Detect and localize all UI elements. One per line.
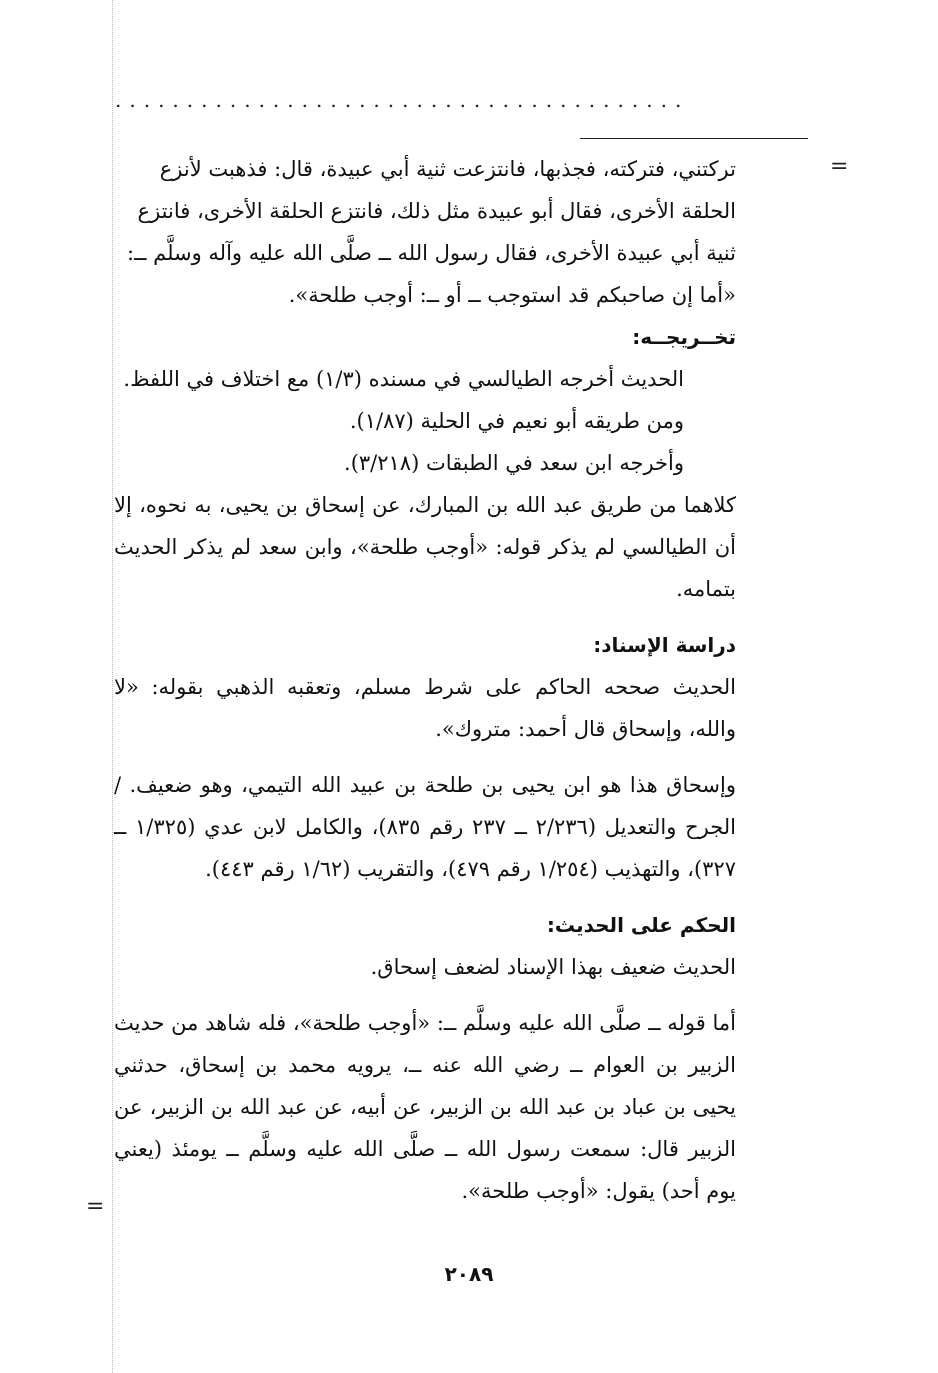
continuation-mark-top: =: [830, 154, 849, 179]
hukm-paragraph: الحديث ضعيف بهذا الإسناد لضعف إسحاق.: [370, 955, 736, 979]
main-text: [114, 148, 736, 1212]
footnote-separator-rule: [580, 138, 808, 139]
header-dot-leader: ........................................: [115, 92, 690, 108]
isnad-heading: دراسة الإسناد:: [593, 633, 736, 657]
footnote-line: ثنية أبي عبيدة الأخرى، فقال رسول الله ــ صلَّى الله عليه وآله وسلَّم ــ:: [127, 241, 736, 265]
hukm-paragraph: أما قوله ــ صلَّى الله عليه وسلَّم ــ: «أوجب طلحة»، فله شاهد من حديث الزبير بن العوام ــ رضي الله عنه ــ، يرويه محمد بن إسحاق، حدثني يحيى بن عباد بن عبد الله بن الزبير، عن أبيه، عن عبد الله بن الزبير، عن الزبير قال: سمعت رسول الله ــ صلَّى الله عليه وسلَّم ــ يومئذ (يعني يوم أحد) يقول: «أوجب طلحة».: [114, 1011, 736, 1203]
page-number: ٢٠٨٩: [444, 1262, 494, 1286]
takhrij-paragraph: كلاهما من طريق عبد الله بن المبارك، عن إسحاق بن يحيى، به نحوه، إلا أن الطيالسي لم يذكر قوله: «أوجب طلحة»، وابن سعد لم يذكر الحديث بتمامه.: [114, 493, 736, 601]
continuation-mark-bottom: =: [86, 1194, 105, 1219]
footnote-line: «أما إن صاحبكم قد استوجب ــ أو ــ: أوجب طلحة».: [288, 283, 736, 307]
takhrij-heading: تخــريجــه:: [632, 325, 736, 349]
hukm-heading: الحكم على الحديث:: [546, 913, 736, 937]
takhrij-line: ومن طريقه أبو نعيم في الحلية (١/٨٧).: [349, 409, 684, 433]
takhrij-line: الحديث أخرجه الطيالسي في مسنده (١/٣) مع اختلاف في اللفظ.: [123, 367, 684, 391]
footnote-line: الحلقة الأخرى، فقال أبو عبيدة مثل ذلك، فانتزع الحلقة الأخرى، فانتزع: [137, 199, 736, 223]
isnad-paragraph: وإسحاق هذا هو ابن يحيى بن طلحة بن عبيد الله التيمي، وهو ضعيف. / الجرح والتعديل (٢/٢٣٦ ــ ٢٣٧ رقم ٨٣٥)، والكامل لابن عدي (١/٣٢٥ ــ ٣٢٧)، والتهذيب (١/٢٥٤ رقم ٤٧٩)، والتقريب (١/٦٢ رقم ٤٤٣).: [114, 773, 737, 881]
isnad-paragraph: الحديث صححه الحاكم على شرط مسلم، وتعقبه الذهبي بقوله: «لا والله، وإسحاق قال أحمد: متروك».: [114, 675, 736, 741]
takhrij-line: وأخرجه ابن سعد في الطبقات (٣/٢١٨).: [344, 451, 684, 475]
margin-guide-line: [112, 0, 113, 1373]
footnote-line: تركتني، فتركته، فجذبها، فانتزعت ثنية أبي عبيدة، قال: فذهبت لأنزع: [159, 157, 736, 181]
